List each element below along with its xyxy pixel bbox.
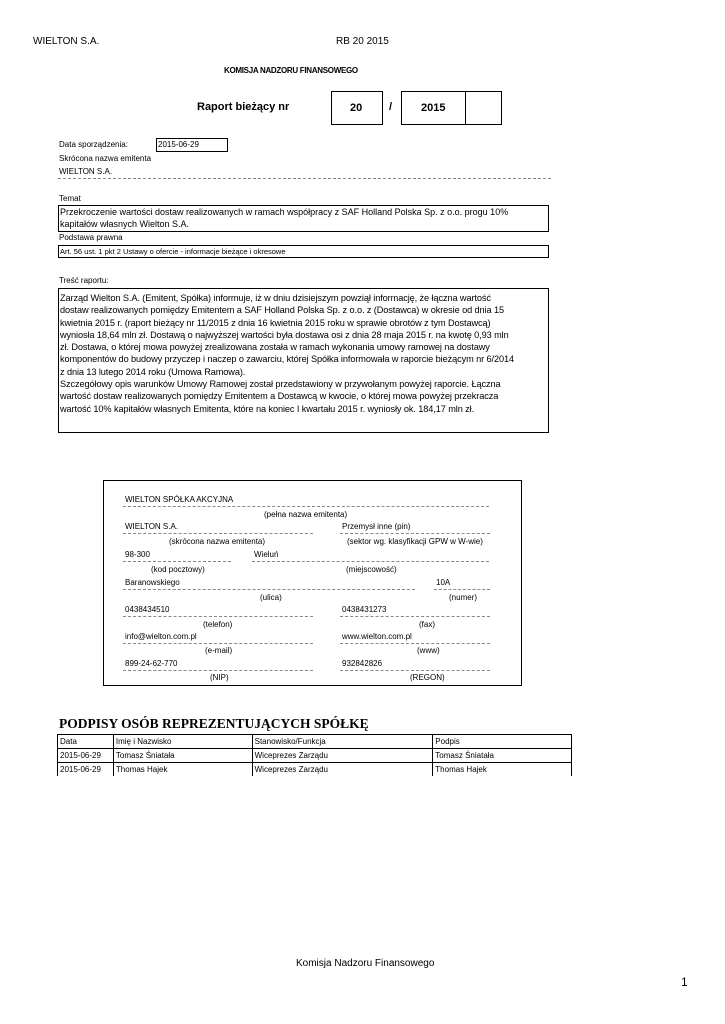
short-name-value: WIELTON S.A.: [59, 167, 113, 176]
email-line: [123, 643, 313, 644]
issuer-short-name: WIELTON S.A.: [125, 522, 179, 531]
header-cell: Podpis: [433, 735, 572, 749]
year-box-divider: [465, 92, 466, 124]
issuer-full-name: WIELTON SPÓŁKA AKCYJNA: [125, 495, 234, 504]
cell-name: Thomas Hajek: [113, 763, 252, 777]
cell-position: Wiceprezes Zarządu: [252, 749, 433, 763]
signatures-table: [57, 734, 572, 776]
cell-date: 2015-06-29: [58, 763, 114, 777]
header-report-code: RB 20 2015: [336, 36, 389, 47]
issuer-phone: 0438434510: [125, 605, 170, 614]
signatures-title: PODPISY OSÓB REPREZENTUJĄCYCH SPÓŁKĘ: [59, 716, 369, 731]
date-label: Data sporządzenia:: [59, 140, 128, 149]
content-line: kwietnia 2015 r. (raport bieżący nr 11/2015 z dnia 16 kwietnia 2015 roku w sprawie obrotów z tym Dostawcą): [60, 317, 491, 328]
issuer-city: Wieluń: [254, 550, 279, 559]
issuer-number: 10A: [436, 578, 451, 587]
short-name-caption: (skrócona nazwa emitenta): [169, 537, 266, 546]
street-caption: (ulica): [260, 593, 282, 602]
topic-line-1: Przekroczenie wartości dostaw realizowanych w ramach współpracy z SAF Holland Polska Sp. z o.o. progu 10%: [60, 207, 509, 217]
short-name-line: [58, 178, 551, 179]
cell-name: Tomasz Śniatała: [113, 749, 252, 763]
regon-line: [340, 670, 490, 671]
report-title: Raport bieżący nr: [197, 101, 290, 113]
report-year-box: [401, 91, 502, 125]
www-caption: (www): [417, 646, 440, 655]
header-company: WIELTON S.A.: [33, 36, 100, 47]
issuer-sector: Przemysł inne (pin): [342, 522, 411, 531]
content-label: Treść raportu:: [59, 276, 109, 285]
cell-signature: Tomasz Śniatała: [433, 749, 572, 763]
issuer-www: www.wielton.com.pl: [342, 632, 412, 641]
phone-line: [123, 616, 313, 617]
cell-position: Wiceprezes Zarządu: [252, 763, 433, 777]
issuer-email: info@wielton.com.pl: [125, 632, 197, 641]
email-caption: (e-mail): [205, 646, 233, 655]
table-row: [58, 749, 572, 763]
issuer-street: Baranowskiego: [125, 578, 180, 587]
content-line: wartość dostaw realizowanych pomiędzy Emitentem a Dostawcą w kwocie, o której mowa powyżej przekracza: [60, 391, 499, 402]
cell-date: 2015-06-29: [58, 749, 114, 763]
topic-label: Temat: [59, 194, 81, 203]
issuer-postal-code: 98-300: [125, 550, 150, 559]
nip-caption: (NIP): [210, 673, 229, 682]
footer-text: Komisja Nadzoru Finansowego: [296, 958, 435, 969]
content-line: Zarząd Wielton S.A. (Emitent, Spółka) informuje, iż w dniu dzisiejszym powziął informację, że łączna wartość: [60, 293, 491, 303]
table-row: [58, 763, 572, 777]
fax-caption: (fax): [419, 620, 435, 629]
full-name-line: [123, 506, 489, 507]
sector-caption: (sektor wg. klasyfikacji GPW w W-wie): [347, 537, 483, 546]
header-cell: Data: [58, 735, 114, 749]
content-line: zł. Dostawa, o której mowa powyżej zrealizowana została w ramach wykonania umowy ramowej na dostawy: [60, 342, 490, 353]
nip-line: [123, 670, 313, 671]
report-year: 2015: [421, 102, 446, 114]
legal-basis-label: Podstawa prawna: [59, 233, 123, 242]
fax-line: [340, 616, 490, 617]
topic-line-2: kapitałów własnych Wielton S.A.: [60, 219, 190, 229]
cell-signature: Thomas Hajek: [433, 763, 572, 777]
table-header-row: [58, 735, 572, 749]
content-line: wyniosła 18,64 mln zł. Dostawą o najwyższej wartości była dostawa osi z dnia 28 maja 2015 r. na kwotę 0,93 mln: [60, 329, 509, 340]
city-line: [252, 561, 489, 562]
legal-basis-box: [58, 245, 549, 258]
sector-line: [340, 533, 490, 534]
content-line: dostaw realizowanych pomiędzy Emitentem a SAF Holland Polska Sp. z o.o. z (Dostawca) w okresie od dnia 15: [60, 305, 504, 316]
date-box: [156, 138, 228, 152]
report-number-box: [331, 91, 383, 125]
report-slash: /: [389, 101, 393, 113]
content-line: Szczegółowy opis warunków Umowy Ramowej został przedstawiony w przywołanym powyżej raporcie. Łączna: [60, 379, 501, 390]
regon-caption: (REGON): [410, 673, 445, 682]
street-line: [123, 589, 415, 590]
content-box: [58, 288, 549, 433]
short-name-line: [123, 533, 313, 534]
date-value: 2015-06-29: [158, 140, 199, 149]
city-caption: (miejscowość): [346, 565, 397, 574]
www-line: [340, 643, 490, 644]
issuer-full-name-caption: (pełna nazwa emitenta): [264, 510, 348, 519]
content-line: wartość 10% kapitałów własnych Emitenta, które na koniec I kwartału 2015 r. wyniosły ok. 184,17 mln zł.: [60, 403, 475, 414]
issuer-regon: 932842826: [342, 659, 383, 668]
legal-basis-value: Art. 56 ust. 1 pkt 2 Ustawy o ofercie - informacje bieżące i okresowe: [60, 247, 286, 256]
number-caption: (numer): [449, 593, 478, 602]
issuer-fax: 0438431273: [342, 605, 387, 614]
issuer-nip: 899-24-62-770: [125, 659, 178, 668]
header-cell: Stanowisko/Funkcja: [252, 735, 433, 749]
content-line: z dnia 13 lutego 2014 roku (Umowa Ramowa).: [60, 366, 246, 377]
number-line: [434, 589, 490, 590]
postal-line: [123, 561, 231, 562]
content-line: komponentów do budowy przyczep i naczep o zawarciu, której Spółka informowała w raporcie bieżącym nr 6/2014: [60, 354, 515, 365]
phone-caption: (telefon): [203, 620, 233, 629]
report-number: 20: [350, 102, 363, 114]
short-name-label: Skrócona nazwa emitenta: [59, 154, 152, 163]
page-number: 1: [681, 975, 688, 989]
authority-title: KOMISJA NADZORU FINANSOWEGO: [224, 66, 358, 75]
postal-caption: (kod pocztowy): [151, 565, 205, 574]
header-cell: Imię i Nazwisko: [113, 735, 252, 749]
topic-box: [58, 205, 549, 232]
